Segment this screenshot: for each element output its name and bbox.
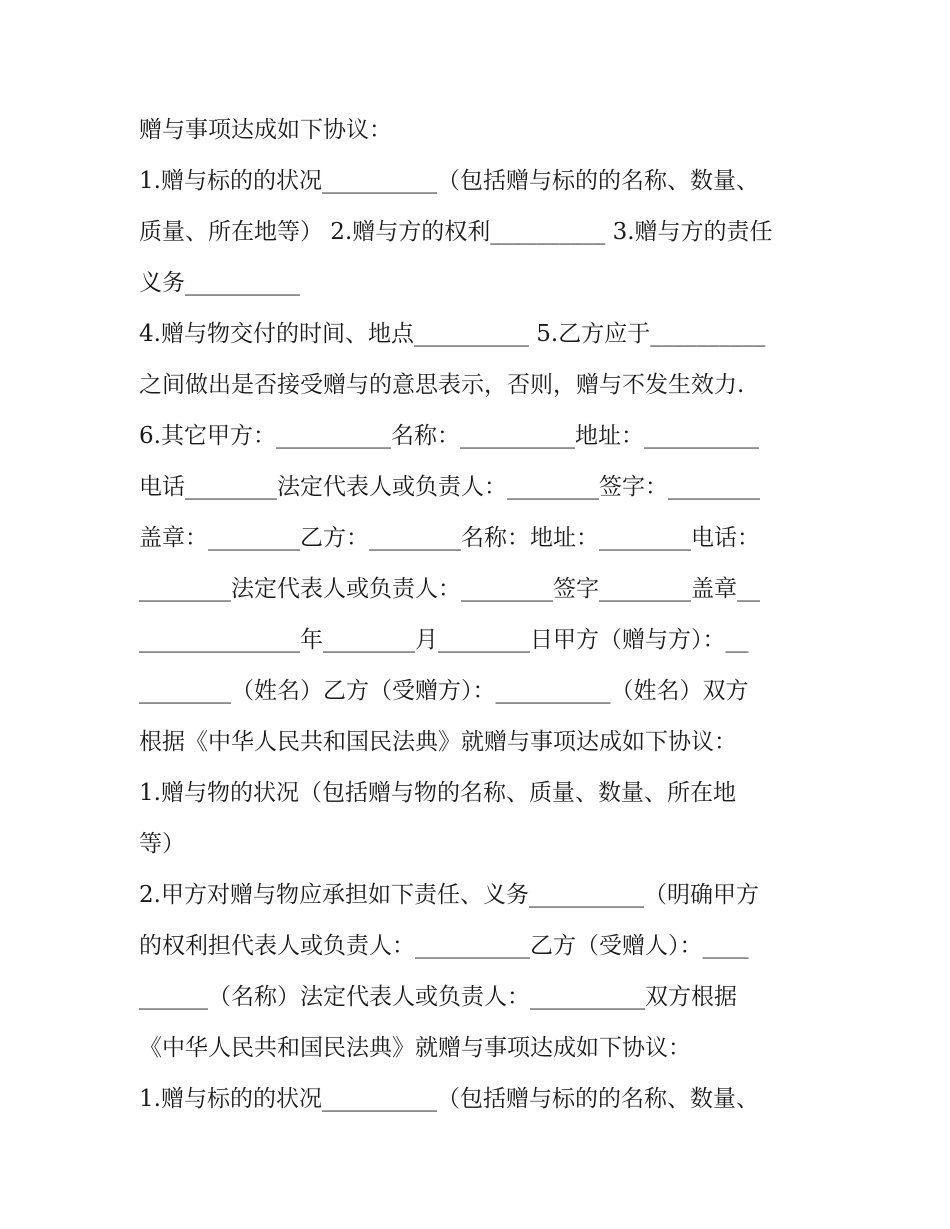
text-line: 1.赠与标的的状况__________（包括赠与标的的名称、数量、 [139, 168, 759, 194]
text-line: 根据《中华人民共和国民法典》就赠与事项达成如下协议： [139, 729, 737, 755]
text-line: 1.赠与物的状况（包括赠与物的名称、质量、数量、所在地 [139, 780, 736, 806]
document-body [139, 108, 819, 1128]
text-line: 赠与事项达成如下协议： [139, 117, 392, 143]
text-line: 6.其它甲方：__________名称：__________地址：__________ [139, 423, 759, 449]
text-line: 盖章：________乙方：________名称：地址：________电话： [139, 525, 760, 551]
text-line: 4.赠与物交付的时间、地点__________ 5.乙方应于__________ [139, 321, 766, 347]
text-line: 之间做出是否接受赠与的意思表示，否则，赠与不发生效力. [139, 372, 745, 398]
text-line: 电话________法定代表人或负责人：________签字：________ [139, 474, 760, 500]
text-line: 2.甲方对赠与物应承担如下责任、义务__________（明确甲方 [139, 882, 759, 908]
text-line: 等） [139, 831, 185, 857]
text-line: ______（名称）法定代表人或负责人：__________双方根据 [139, 984, 737, 1010]
text-line: ______________年________月________日甲方（赠与方）：__ [139, 627, 749, 653]
text-line: 义务__________ [139, 270, 300, 296]
text-line: 质量、所在地等） 2.赠与方的权利__________ 3.赠与方的责任 [139, 219, 773, 245]
text-line: ________（姓名）乙方（受赠方）：__________（姓名）双方 [139, 678, 749, 704]
text-line: ________法定代表人或负责人：________签字________盖章__ [139, 576, 760, 602]
text-line: 的权利担代表人或负责人：__________乙方（受赠人）：____ [139, 933, 749, 959]
text-line: 《中华人民共和国民法典》就赠与事项达成如下协议： [139, 1035, 691, 1061]
text-line: 1.赠与标的的状况__________（包括赠与标的的名称、数量、 [139, 1086, 759, 1112]
